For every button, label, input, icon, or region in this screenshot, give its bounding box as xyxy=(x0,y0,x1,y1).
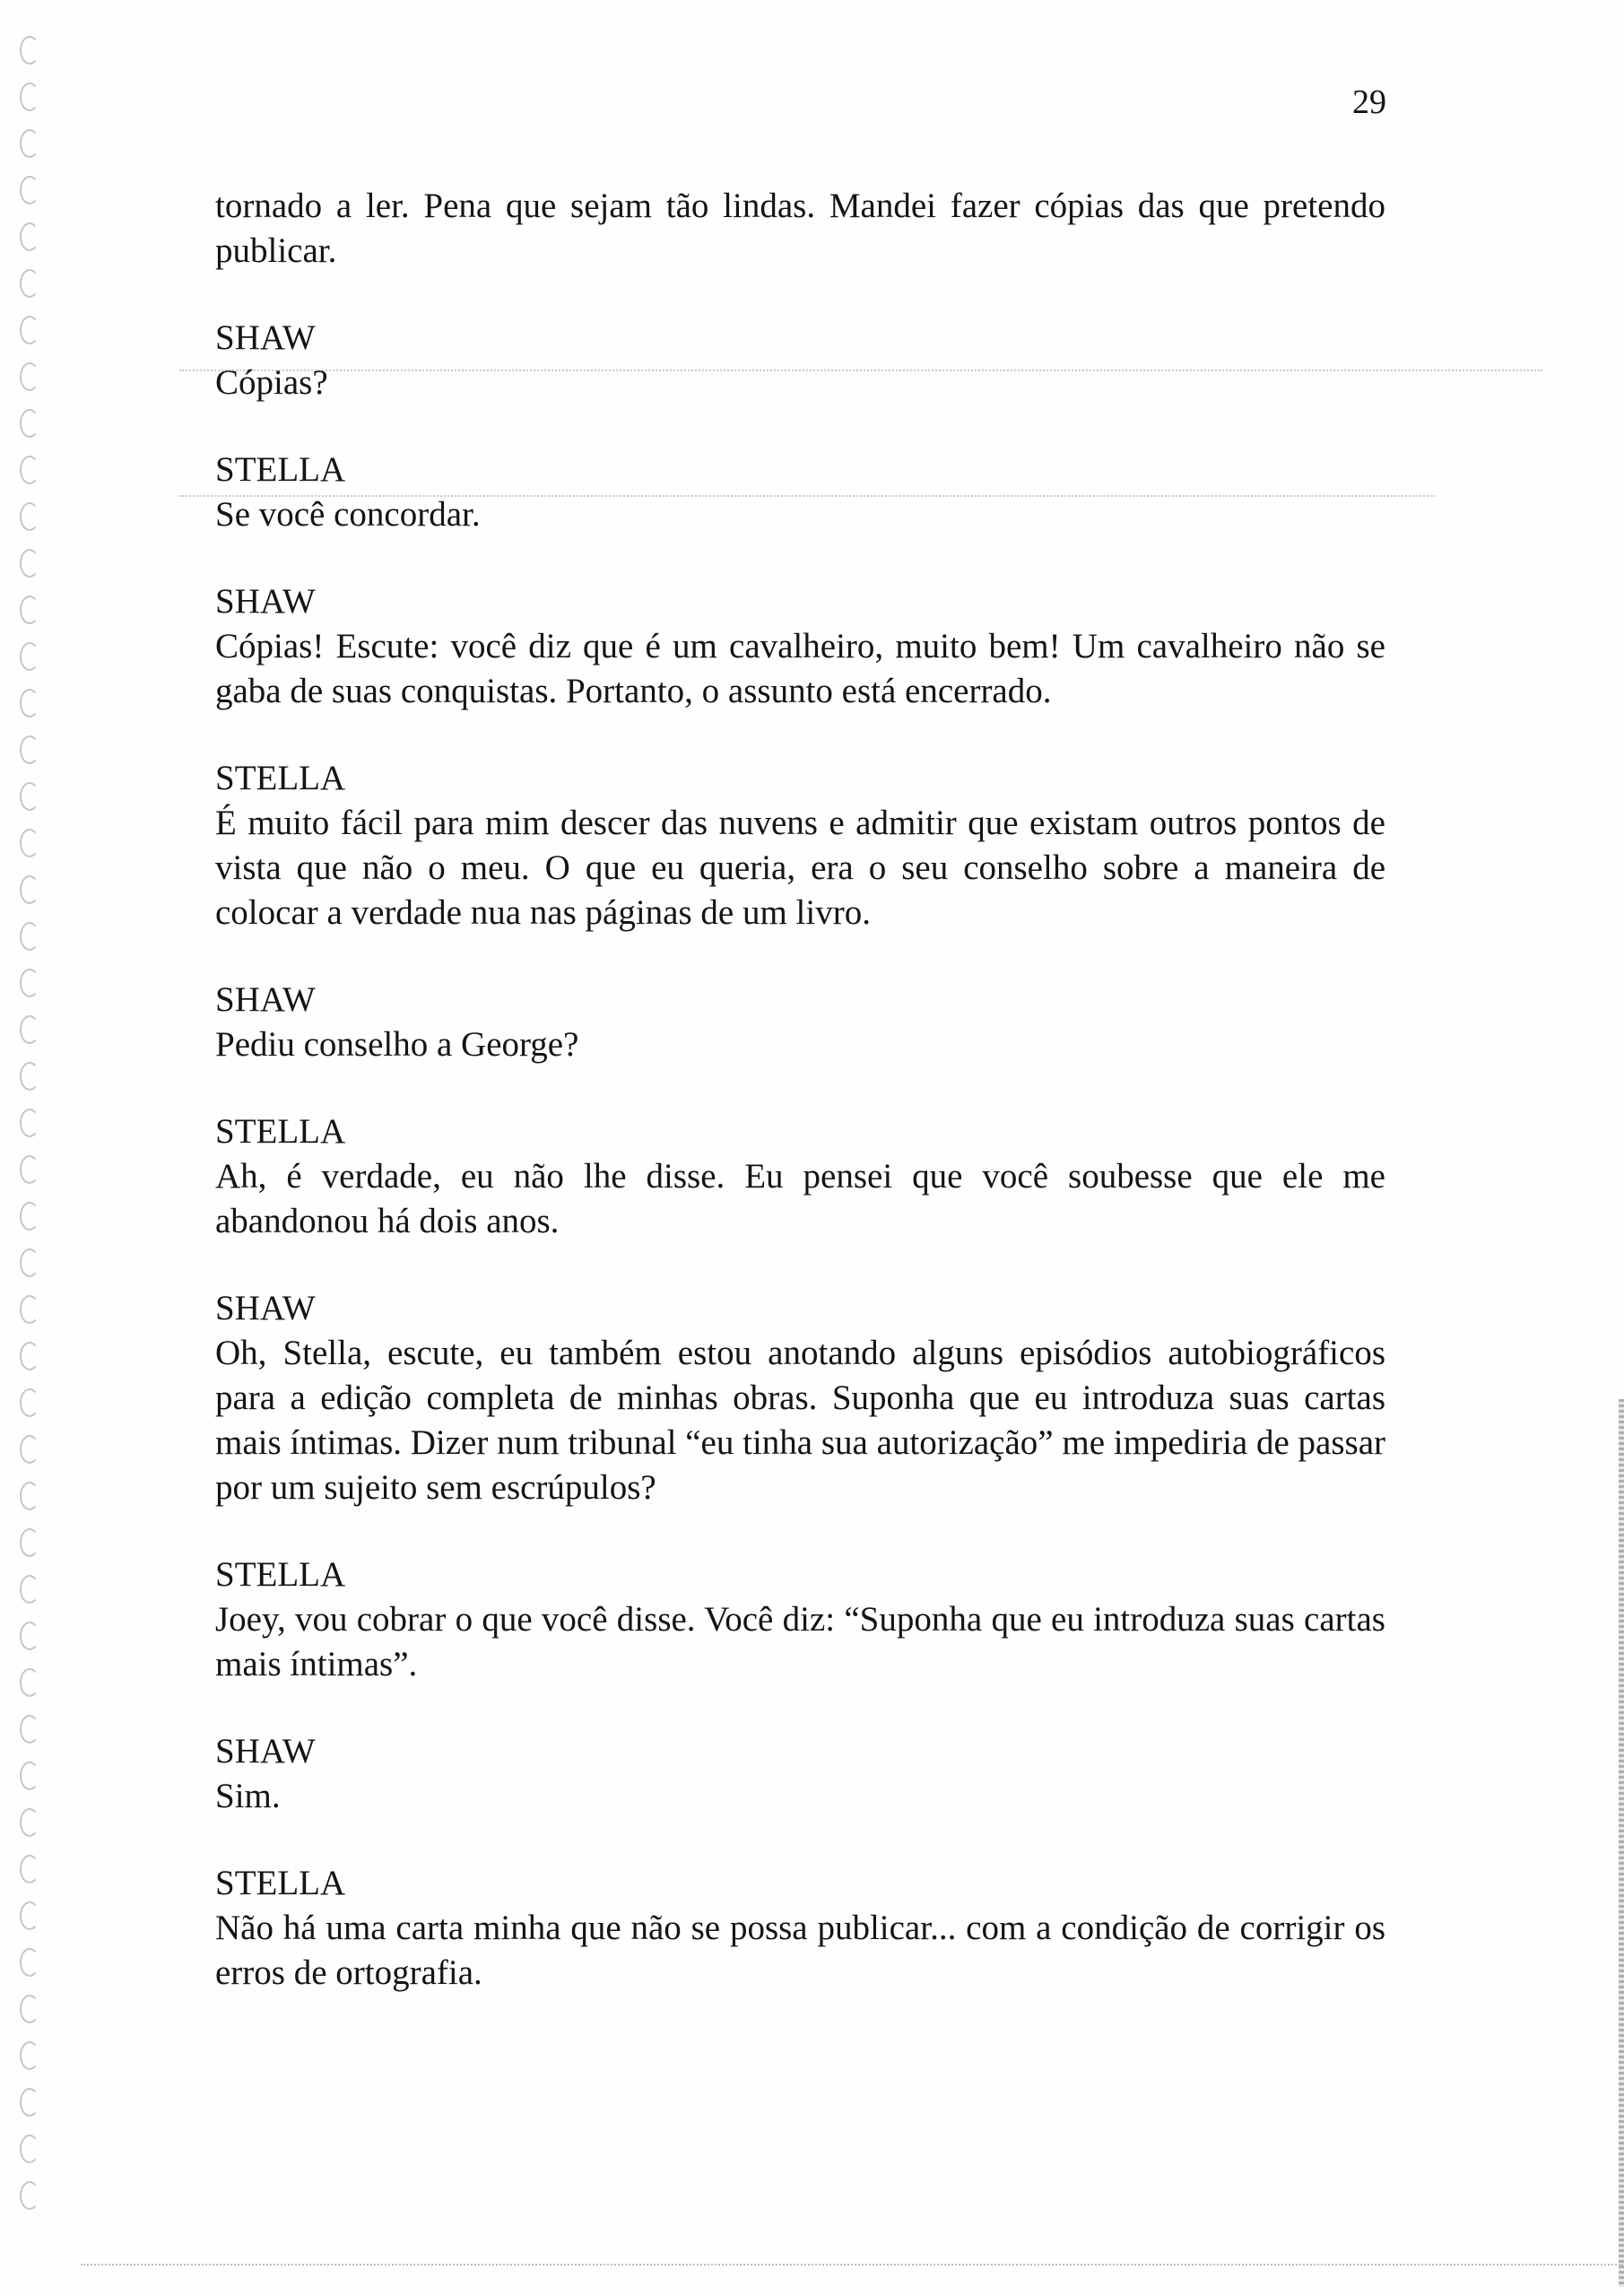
page-content xyxy=(215,184,1385,1996)
dialogue-entry xyxy=(215,1861,1385,1996)
binding-hole xyxy=(20,1948,39,1977)
speaker-name: STELLA xyxy=(215,450,346,489)
dialogue-entry xyxy=(215,756,1385,935)
opening-paragraph: tornado a ler. Pena que sejam tão lindas. Mandei fazer cópias das que pretendo publicar. xyxy=(215,187,1385,270)
binding-hole xyxy=(20,1482,39,1510)
binding-hole xyxy=(20,1668,39,1697)
binding-hole xyxy=(20,362,39,391)
binding-hole xyxy=(20,689,39,718)
binding-hole xyxy=(20,409,39,438)
binding-hole xyxy=(20,222,39,251)
binding-hole xyxy=(20,2088,39,2117)
binding-hole xyxy=(20,1015,39,1044)
binding-hole xyxy=(20,1622,39,1650)
binding-hole xyxy=(20,456,39,484)
binding-hole xyxy=(20,1901,39,1930)
binding-hole xyxy=(20,1808,39,1837)
binding-hole xyxy=(20,1109,39,1137)
binding-hole xyxy=(20,642,39,671)
speech-text: Oh, Stella, escute, eu também estou anotando alguns episódios autobiográficos para a edição completa de minhas obras. Suponha que eu introduza suas cartas mais íntimas. Dizer num tribunal “eu tinha sua autorização” me impediria de passar por um sujeito sem escrúpulos? xyxy=(215,1334,1385,1507)
binding-hole xyxy=(20,2041,39,2070)
speech-text: Cópias! Escute: você diz que é um cavalheiro, muito bem! Um cavalheiro não se gaba de suas conquistas. Portanto, o assunto está encerrado. xyxy=(215,627,1385,710)
speech-text: Se você concordar. xyxy=(215,495,481,534)
binding-hole xyxy=(20,1202,39,1231)
dialogue-entry xyxy=(215,1286,1385,1510)
speaker-name: STELLA xyxy=(215,759,346,797)
binding-hole xyxy=(20,969,39,997)
binding-hole xyxy=(20,316,39,344)
speaker-name: SHAW xyxy=(215,582,316,621)
binding-hole xyxy=(20,1062,39,1091)
binding-hole xyxy=(20,1995,39,2023)
binding-hole xyxy=(20,1435,39,1464)
binding-hole xyxy=(20,1528,39,1557)
binding-hole xyxy=(20,1761,39,1790)
dialogue-entry xyxy=(215,316,1385,405)
binding-hole xyxy=(20,1295,39,1324)
speaker-name: STELLA xyxy=(215,1555,346,1594)
binding-hole xyxy=(20,1248,39,1277)
speech-text: Sim. xyxy=(215,1777,281,1815)
binding-hole xyxy=(20,829,39,857)
speaker-name: STELLA xyxy=(215,1112,346,1151)
dialogue-entry xyxy=(215,978,1385,1067)
page-number: 29 xyxy=(1352,83,1386,121)
binding-hole xyxy=(20,1342,39,1370)
binding-hole xyxy=(20,1155,39,1184)
binding-hole xyxy=(20,735,39,764)
binding-hole xyxy=(20,36,39,65)
binding-hole xyxy=(20,1855,39,1883)
speech-text: Não há uma carta minha que não se possa publicar... com a condição de corrigir os erros de ortografia. xyxy=(215,1909,1385,1992)
speaker-name: SHAW xyxy=(215,1289,316,1327)
binding-hole xyxy=(20,875,39,904)
scan-edge-shadow xyxy=(1619,1399,1624,2287)
binding-hole xyxy=(20,83,39,111)
speech-text: Ah, é verdade, eu não lhe disse. Eu pensei que você soubesse que ele me abandonou há dois anos. xyxy=(215,1157,1385,1240)
speech-text: Pediu conselho a George? xyxy=(215,1025,579,1064)
binding-hole xyxy=(20,1388,39,1417)
speaker-name: STELLA xyxy=(215,1864,346,1902)
binding-hole xyxy=(20,502,39,531)
speech-text: Joey, vou cobrar o que você disse. Você diz: “Suponha que eu introduza suas cartas mais íntimas”. xyxy=(215,1600,1385,1683)
speech-text: Cópias? xyxy=(215,363,328,402)
binding-hole xyxy=(20,1715,39,1744)
binding-hole xyxy=(20,176,39,204)
binding-hole xyxy=(20,2135,39,2163)
binding-hole xyxy=(20,2181,39,2210)
dialogue-entry xyxy=(215,1552,1385,1687)
binding-hole xyxy=(20,782,39,811)
binding-hole xyxy=(20,269,39,298)
scan-bottom-edge xyxy=(81,2264,1623,2266)
binding-hole xyxy=(20,1575,39,1604)
binding-holes xyxy=(20,36,56,2278)
binding-hole xyxy=(20,596,39,624)
binding-hole xyxy=(20,922,39,951)
speaker-name: SHAW xyxy=(215,1732,316,1770)
binding-hole xyxy=(20,549,39,578)
speaker-name: SHAW xyxy=(215,980,316,1019)
dialogue-entry xyxy=(215,1729,1385,1819)
dialogue-entry xyxy=(215,579,1385,714)
speech-text: É muito fácil para mim descer das nuvens e admitir que existam outros pontos de vista que não o meu. O que eu queria, era o seu conselho sobre a maneira de colocar a verdade nua nas páginas de um livro. xyxy=(215,804,1385,932)
binding-hole xyxy=(20,129,39,158)
dialogue-entry xyxy=(215,448,1385,537)
dialogue-entry xyxy=(215,1109,1385,1244)
speaker-name: SHAW xyxy=(215,318,316,357)
